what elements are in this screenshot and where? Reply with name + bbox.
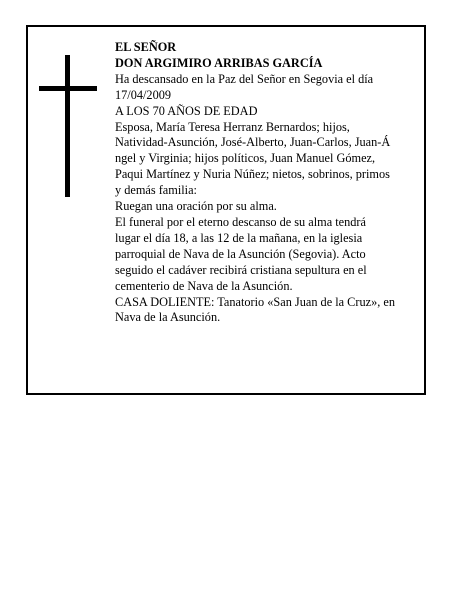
obituary-text — [115, 40, 421, 326]
obituary-frame — [26, 25, 426, 395]
cross-vertical-bar — [65, 55, 70, 197]
age-line: A LOS 70 AÑOS DE EDAD — [115, 103, 258, 118]
text-line: parroquial de Nava de la Asunción (Segovia). Acto — [115, 246, 366, 261]
text-line: cementerio de Nava de la Asunción. — [115, 278, 293, 293]
deceased-name: DON ARGIMIRO ARRIBAS GARCÍA — [115, 55, 323, 70]
cross-horizontal-bar — [39, 86, 97, 91]
text-line: Esposa, María Teresa Herranz Bernardos; hijos, — [115, 119, 350, 134]
text-line: 17/04/2009 — [115, 87, 172, 102]
text-line: ngel y Virginia; hijos políticos, Juan Manuel Gómez, — [115, 151, 376, 166]
text-line: Ruegan una oración por su alma. — [115, 199, 277, 214]
text-line: Paqui Martínez y Nuria Núñez; nietos, sobrinos, primos — [115, 167, 390, 182]
text-line: Nava de la Asunción. — [115, 310, 221, 325]
text-line: y demás familia: — [115, 183, 197, 198]
text-line: CASA DOLIENTE: Tanatorio «San Juan de la Cruz», en — [115, 294, 395, 309]
text-line: seguido el cadáver recibirá cristiana sepultura en el — [115, 262, 367, 277]
text-line: El funeral por el eterno descanso de su alma tendrá — [115, 214, 366, 229]
text-line: Natividad-Asunción, José-Alberto, Juan-Carlos, Juan-Á — [115, 135, 391, 150]
obituary-heading: EL SEÑOR — [115, 40, 177, 54]
cross-icon — [39, 55, 97, 197]
text-line: Ha descansado en la Paz del Señor en Segovia el día — [115, 71, 374, 86]
text-line: lugar el día 18, a las 12 de la mañana, en la iglesia — [115, 230, 363, 245]
